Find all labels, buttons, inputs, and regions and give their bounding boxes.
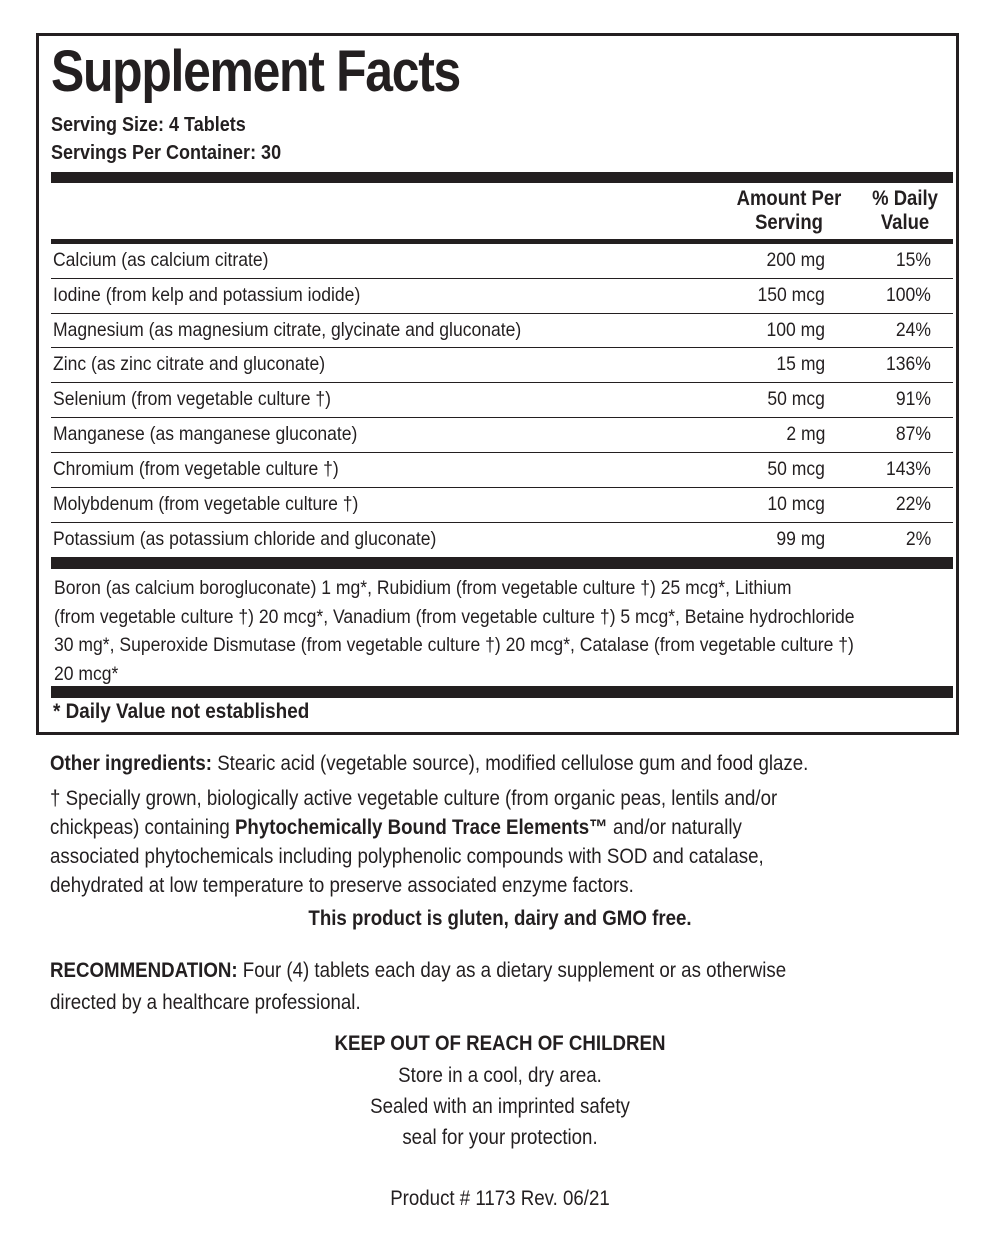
trace-elements-trademark: Phytochemically Bound Trace Elements™	[234, 816, 608, 839]
nutrient-amount: 15 mg	[776, 353, 825, 375]
nutrient-row	[51, 313, 953, 347]
nutrient-name: Iodine (from kelp and potassium iodide)	[53, 284, 361, 306]
nutrient-row	[51, 382, 953, 416]
nutrient-row	[51, 417, 953, 451]
thick-divider-bottom	[51, 686, 953, 698]
vegetable-culture-note: † Specially grown, biologically active vegetable culture (from organic peas, lentils and/or chickpeas) containing Phytochemically Bound Trace Elements™ and/or naturally associated phytochemicals including polyphenolic compounds with SOD and catalase, dehydrated at low temperature to preserve associated enzyme factors.	[50, 787, 778, 897]
recommendation: RECOMMENDATION: Four (4) tablets each day as a dietary supplement or as otherwise directed by a healthcare professional.	[50, 959, 787, 1014]
recommendation-label: RECOMMENDATION:	[50, 959, 238, 982]
nutrient-row	[51, 522, 953, 556]
servings-per-container: Servings Per Container: 30	[51, 142, 282, 164]
serving-size: Serving Size: 4 Tablets	[51, 114, 246, 136]
nutrient-amount: 150 mcg	[757, 284, 825, 306]
storage-line-3: seal for your protection.	[402, 1126, 598, 1149]
thick-divider-top	[51, 172, 953, 183]
nutrient-dv: 91%	[895, 388, 931, 410]
nutrient-row	[51, 243, 953, 277]
nutrient-dv: 15%	[895, 249, 931, 271]
other-ingredients-text: Stearic acid (vegetable source), modified cellulose gum and food glaze.	[212, 752, 809, 775]
supplement-facts-panel	[36, 33, 959, 735]
nutrient-dv: 22%	[895, 493, 931, 515]
nutrient-amount: 200 mg	[766, 249, 825, 271]
storage-line-2: Sealed with an imprinted safety	[370, 1095, 630, 1118]
nutrient-name: Zinc (as zinc citrate and gluconate)	[53, 353, 326, 375]
product-number: Product # 1173 Rev. 06/21	[390, 1187, 610, 1210]
nutrient-name: Chromium (from vegetable culture †)	[53, 458, 339, 480]
nutrient-dv: 100%	[886, 284, 931, 306]
nutrient-name: Calcium (as calcium citrate)	[53, 249, 269, 271]
nutrient-dv: 24%	[895, 319, 931, 341]
nutrient-dv: 143%	[886, 458, 931, 480]
nutrient-dv: 136%	[886, 353, 931, 375]
nutrient-name: Molybdenum (from vegetable culture †)	[53, 493, 359, 515]
child-safety-warning: KEEP OUT OF REACH OF CHILDREN	[334, 1032, 666, 1055]
nutrient-amount: 2 mg	[785, 423, 825, 445]
nutrient-row	[51, 452, 953, 486]
other-ingredients-label: Other ingredients:	[50, 752, 213, 775]
nutrient-name: Selenium (from vegetable culture †)	[53, 388, 332, 410]
nutrient-name: Manganese (as manganese gluconate)	[53, 423, 358, 445]
nutrient-dv: 2%	[905, 528, 931, 550]
nutrient-row	[51, 278, 953, 312]
nutrient-row	[51, 347, 953, 381]
daily-value-header: % Daily Value	[872, 187, 938, 234]
other-nutrients-paragraph: Boron (as calcium borogluconate) 1 mg*, Rubidium (from vegetable culture †) 25 mcg*, Lithium (from vegetable culture †) 20 mcg*, Vanadium (from vegetable culture †) 5 mcg*, Betaine hydrochloride 30 mg*, Superoxide Dismutase (from vegetable culture †) 20 mcg*, Catalase (from vegetable culture †) 20 mcg*	[54, 577, 855, 685]
thick-divider-middle	[51, 557, 953, 569]
nutrient-amount: 50 mcg	[767, 458, 825, 480]
nutrient-amount: 99 mg	[776, 528, 825, 550]
free-from-statement: This product is gluten, dairy and GMO free.	[308, 907, 692, 930]
nutrient-name: Magnesium (as magnesium citrate, glycinate and gluconate)	[53, 319, 522, 341]
other-ingredients	[50, 749, 993, 778]
nutrient-name: Potassium (as potassium chloride and gluconate)	[53, 528, 437, 550]
amount-per-serving-header: Amount Per Serving	[736, 187, 842, 234]
nutrient-amount: 10 mcg	[767, 493, 825, 515]
nutrient-amount: 100 mg	[766, 319, 825, 341]
nutrient-amount: 50 mcg	[767, 388, 825, 410]
panel-title: Supplement Facts	[51, 39, 460, 104]
nutrient-row	[51, 487, 953, 521]
daily-value-footnote: * Daily Value not established	[53, 700, 310, 723]
nutrient-dv: 87%	[895, 423, 931, 445]
storage-line-1: Store in a cool, dry area.	[398, 1064, 602, 1087]
